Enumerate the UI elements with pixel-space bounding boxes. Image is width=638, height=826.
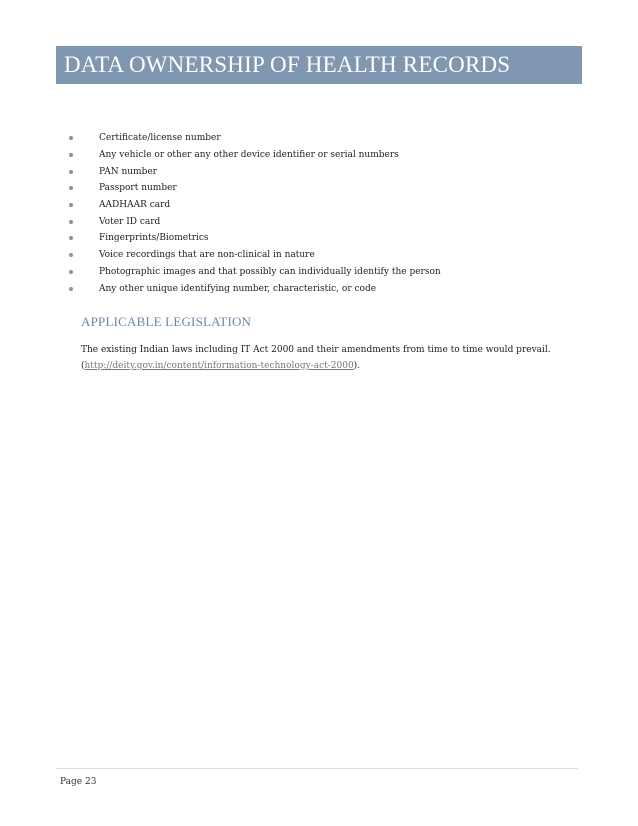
list-item xyxy=(68,163,441,180)
link-open-paren: ( xyxy=(81,361,85,371)
bullet-icon xyxy=(69,236,73,240)
list-item-text: Photographic images and that possibly can individually identify the person xyxy=(99,266,441,277)
list-item xyxy=(68,247,441,264)
bullet-icon xyxy=(69,153,73,157)
bullet-icon xyxy=(69,220,73,224)
list-item xyxy=(68,264,441,281)
list-item xyxy=(68,130,441,147)
list-item xyxy=(68,197,441,214)
section-heading: APPLICABLE LEGISLATION xyxy=(81,314,252,329)
bullet-icon xyxy=(69,170,73,174)
link-close-paren: ). xyxy=(353,361,361,371)
bullet-icon xyxy=(69,186,73,190)
list-item-text: Voice recordings that are non-clinical in nature xyxy=(99,250,315,261)
it-act-link[interactable]: http://deity.gov.in/content/information-technology-act-2000 xyxy=(84,361,354,371)
page-title: DATA OWNERSHIP OF HEALTH RECORDS xyxy=(64,52,511,77)
list-item xyxy=(68,180,441,197)
list-item-text: Any vehicle or other any other device identifier or serial numbers xyxy=(99,150,399,161)
bullet-icon xyxy=(69,136,73,140)
list-item-text: Certificate/license number xyxy=(99,133,221,144)
bullet-icon xyxy=(69,287,73,291)
list-item xyxy=(68,147,441,164)
bullet-icon xyxy=(69,270,73,274)
bullet-icon xyxy=(69,203,73,207)
list-item xyxy=(68,230,441,247)
list-item-text: AADHAAR card xyxy=(99,200,171,211)
list-item xyxy=(68,213,441,230)
page-header-band xyxy=(56,46,582,84)
identifier-list xyxy=(68,130,441,297)
list-item-text: Voter ID card xyxy=(99,216,161,227)
list-item-text: PAN number xyxy=(99,166,157,177)
footer-divider xyxy=(56,768,578,769)
list-item-text: Any other unique identifying number, characteristic, or code xyxy=(99,283,377,294)
legislation-paragraph xyxy=(81,342,559,374)
list-item xyxy=(68,280,441,297)
bullet-icon xyxy=(69,253,73,257)
list-item-text: Fingerprints/Biometrics xyxy=(99,233,209,244)
list-item-text: Passport number xyxy=(99,183,177,194)
legislation-text: The existing Indian laws including IT Act 2000 and their amendments from time to time would prevail. xyxy=(81,345,551,355)
page-number: Page 23 xyxy=(60,777,97,787)
